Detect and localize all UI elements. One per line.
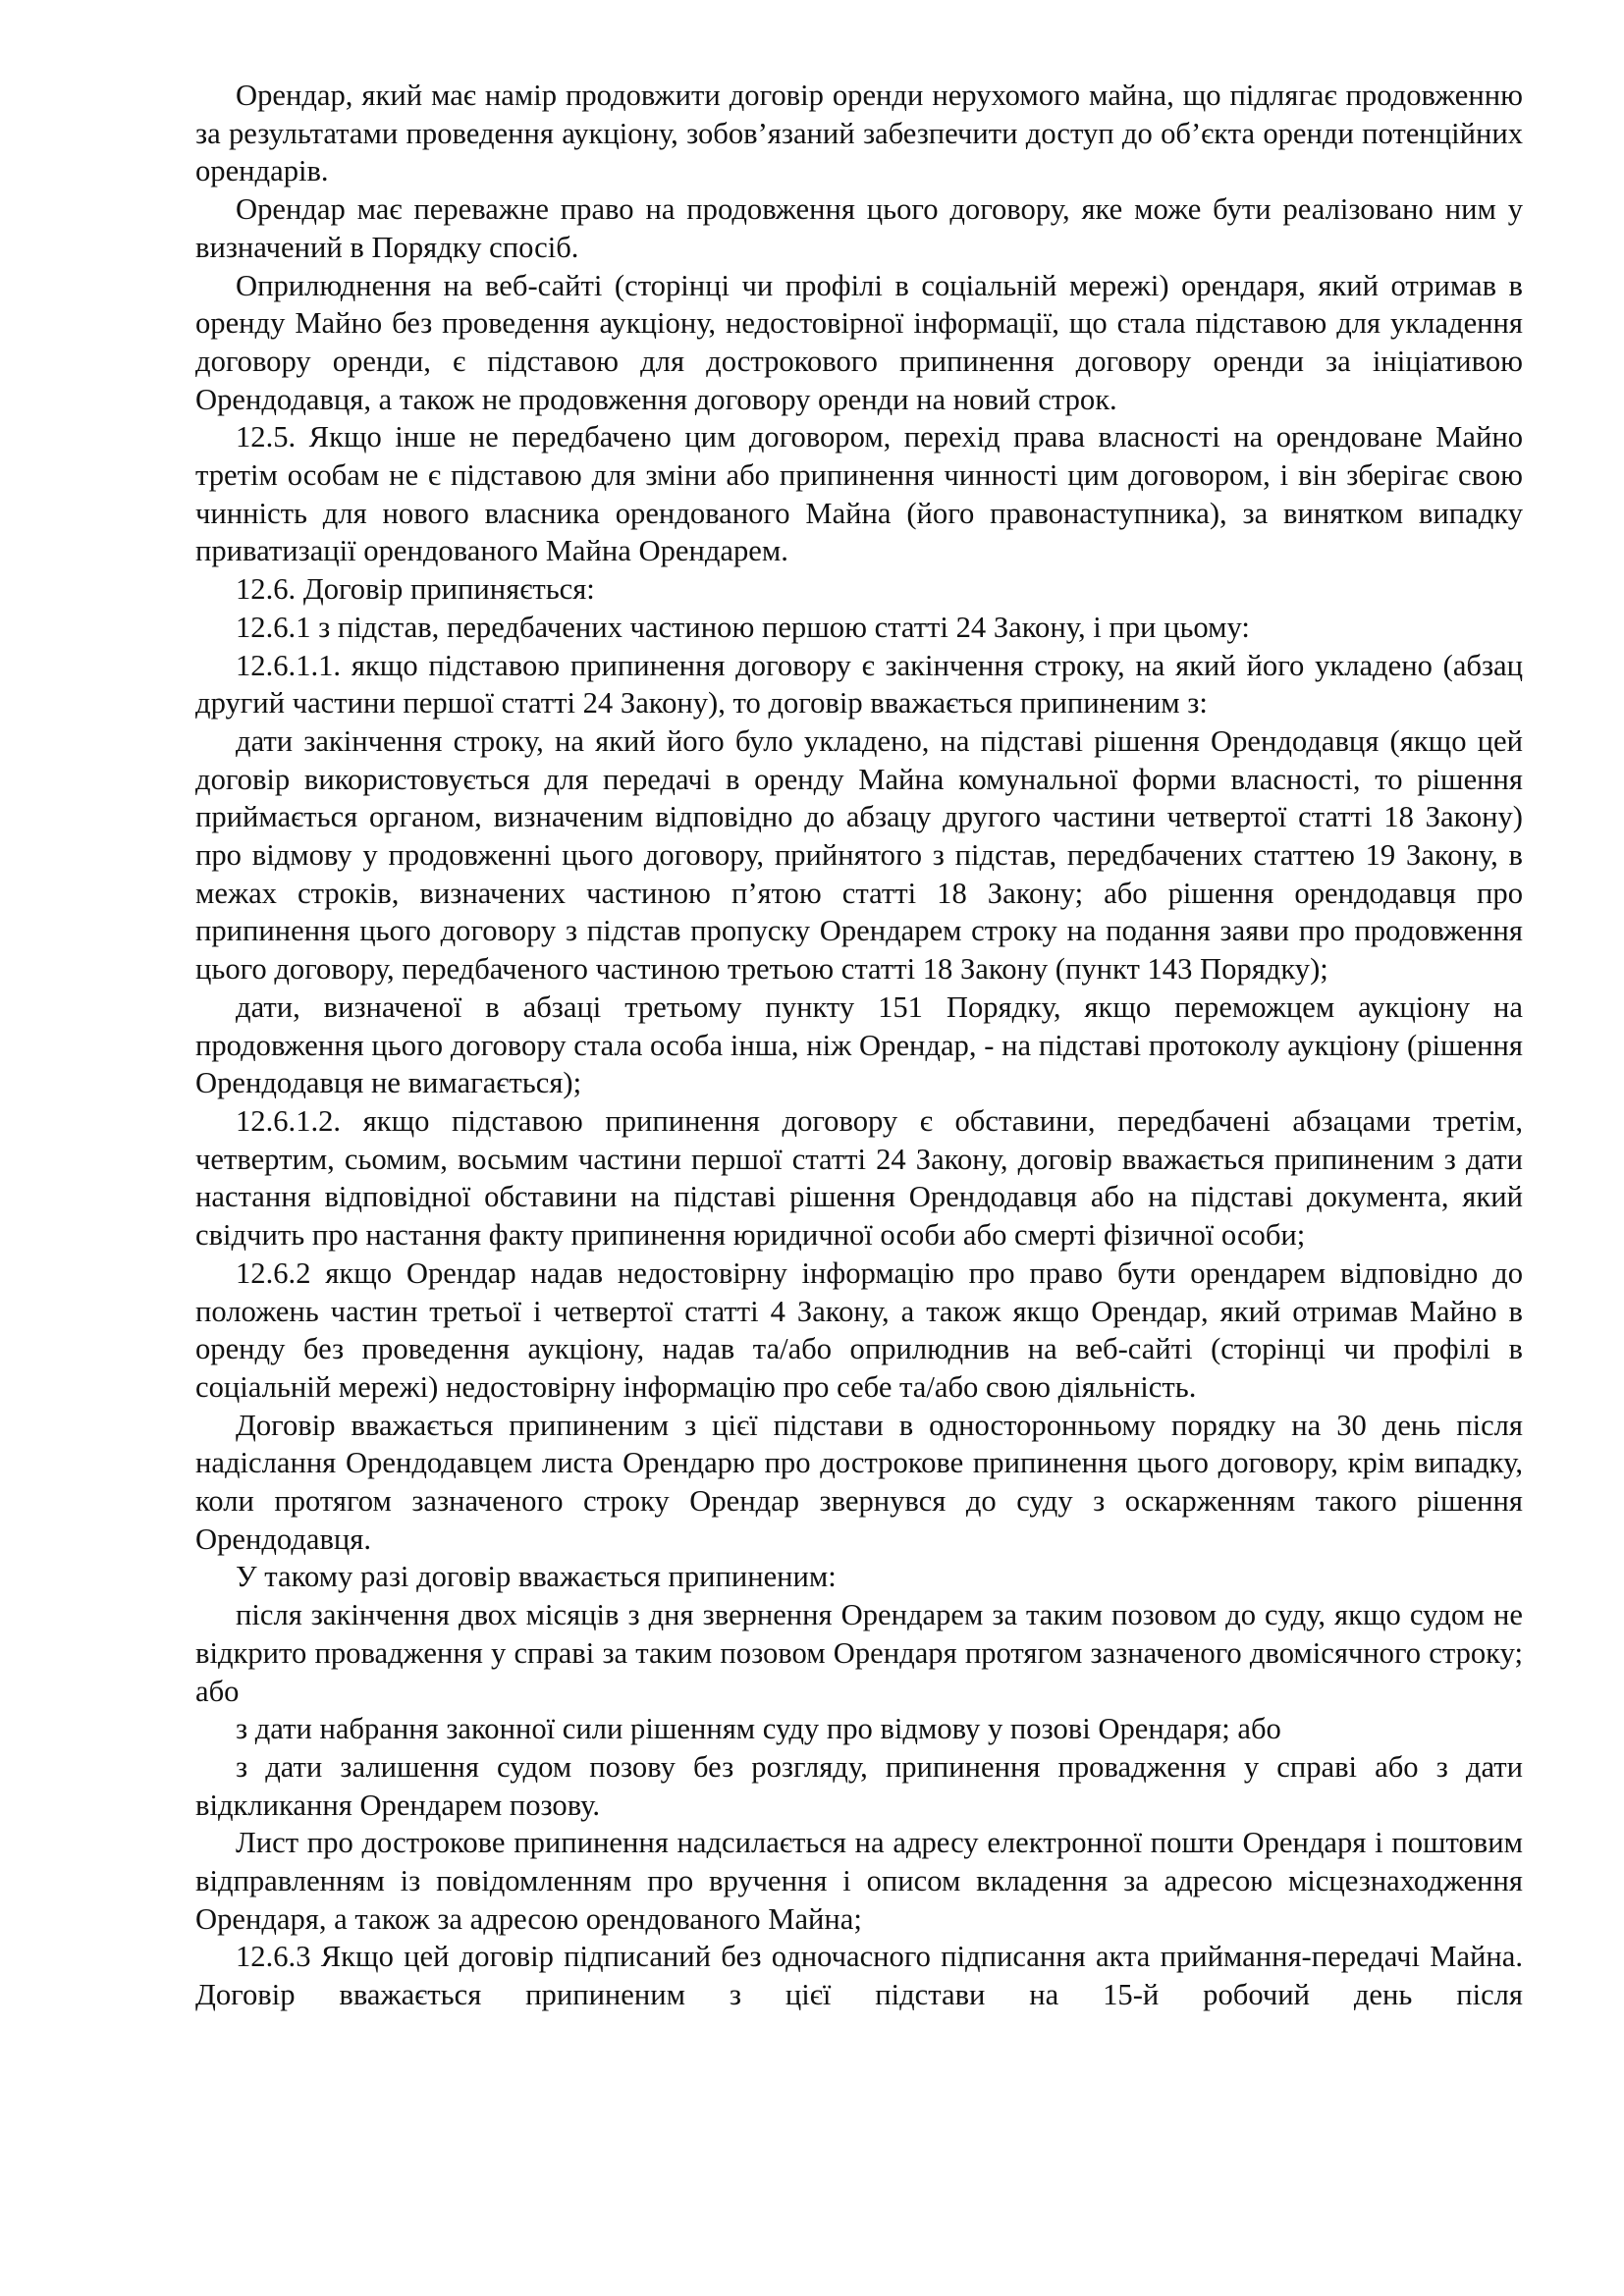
paragraph-in-such-case: У такому разі договір вважається припиненим: bbox=[236, 1560, 837, 1594]
paragraph-auction-date: дати, визначеної в абзаці третьому пункту 151 Порядку, якщо переможцем аукціону на продовження цього договору стала особа інша, ніж Орендар, - на підставі протоколу аукціону (рішення Орендодавця не вимагається); bbox=[195, 989, 1523, 1100]
paragraph-two-months: після закінчення двох місяців з дня звернення Орендарем за таким позовом до суду, якщо судом не відкрито провадження у справі за таким позовом Орендаря протягом зазначеного двомісячного строку; або bbox=[195, 1598, 1523, 1708]
paragraph-preemptive-right: Орендар має переважне право на продовження цього договору, яке може бути реалізовано ним у визначений в Порядку спосіб. bbox=[195, 192, 1523, 264]
paragraph-unilateral-termination: Договір вважається припиненим з цієї підстави в односторонньому порядку на 30 день після надіслання Орендодавцем листа Орендарю про дострокове припинення цього договору, крім випадку, коли протягом зазначеного строку Орендар звернувся до суду з оскарженням такого рішення Орендодавця. bbox=[195, 1408, 1523, 1556]
paragraph-12-6-1-2: 12.6.1.2. якщо підставою припинення договору є обставини, передбачені абзацами третім, четвертим, сьомим, восьмим частини першої статті 24 Закону, договір вважається припиненим з дати настання відповідної обставини на підставі рішення Орендодавця або на підставі документа, який свідчить про настання факту припинення юридичної особи або смерті фізичної особи; bbox=[195, 1103, 1523, 1253]
paragraph-12-6-2: 12.6.2 якщо Орендар надав недостовірну інформацію про право бути орендарем відповідно до положень частин третьої і четвертої статті 4 Закону, а також якщо Орендар, який отримав Майно в оренду без проведення аукціону, надав та/або оприлюднив на веб-сайті (сторінці чи профілі в соціальній мережі) недостовірну інформацію про себе та/або свою діяльність. bbox=[195, 1255, 1523, 1404]
paragraph-12-6: 12.6. Договір припиняється: bbox=[236, 572, 595, 607]
paragraph-12-6-1: 12.6.1 з підстав, передбачених частиною першою статті 24 Закону, і при цьому: bbox=[236, 610, 1250, 644]
paragraph-term-expiry: дати закінчення строку, на який його було укладено, на підставі рішення Орендодавця (якщо цей договір використовується для передачі в оренду Майна комунальної форми власності, то рішення приймається органом, визначеним відповідно до абзацу другого частини четвертої статті 18 Закону) про відмову у продовженні цього договору, прийнятого з підстав, передбачених статтею 19 Закону, в межах строків, визначених частиною п’ятою статті 18 Закону; або рішення орендодавця про припинення цього договору з підстав пропуску Орендарем строку на подання заяви про продовження цього договору, передбаченого частиною третьою статті 18 Закону (пункт 143 Порядку); bbox=[195, 723, 1523, 987]
document-page bbox=[195, 77, 1523, 2014]
paragraph-tenant-access: Орендар, який має намір продовжити договір оренди нерухомого майна, що підлягає продовженню за результатами проведення аукціону, зобов’язаний забезпечити доступ до об’єкта оренди потенційних орендарів. bbox=[195, 79, 1523, 188]
paragraph-12-5: 12.5. Якщо інше не передбачено цим договором, перехід права власності на орендоване Майно третім особам не є підставою для зміни або припинення чинності цим договором, і він зберігає свою чинність для нового власника орендованого Майна (його правонаступника), за винятком випадку приватизації орендованого Майна Орендарем. bbox=[195, 420, 1523, 568]
paragraph-website-disclosure: Оприлюднення на веб-сайті (сторінці чи профілі в соціальній мережі) орендаря, який отримав в оренду Майно без проведення аукціону, недостовірної інформації, що стала підставою для укладення договору оренди, є підставою для дострокового припинення договору оренди за ініціативою Орендодавця, а також не продовження договору оренди на новий строк. bbox=[195, 268, 1523, 416]
paragraph-court-decision: з дати набрання законної сили рішенням суду про відмову у позові Орендаря; або bbox=[236, 1712, 1281, 1746]
paragraph-notice-letter: Лист про дострокове припинення надсилається на адресу електронної пошти Орендаря і поштовим відправленням із повідомленням про вручення і описом вкладення за адресою місцезнаходження Орендаря, а також за адресою орендованого Майна; bbox=[195, 1826, 1523, 1936]
paragraph-12-6-3: 12.6.3 Якщо цей договір підписаний без одночасного підписання акта приймання-передачі Майна. Договір вважається припиненим з цієї підстави на 15-й робочий день після bbox=[195, 1940, 1523, 2012]
paragraph-12-6-1-1: 12.6.1.1. якщо підставою припинення договору є закінчення строку, на який його укладено (абзац другий частини першої статті 24 Закону), то договір вважається припиненим з: bbox=[195, 648, 1523, 721]
paragraph-claim-withdrawal: з дати залишення судом позову без розгляду, припинення провадження у справі або з дати відкликання Орендарем позову. bbox=[195, 1749, 1523, 1822]
